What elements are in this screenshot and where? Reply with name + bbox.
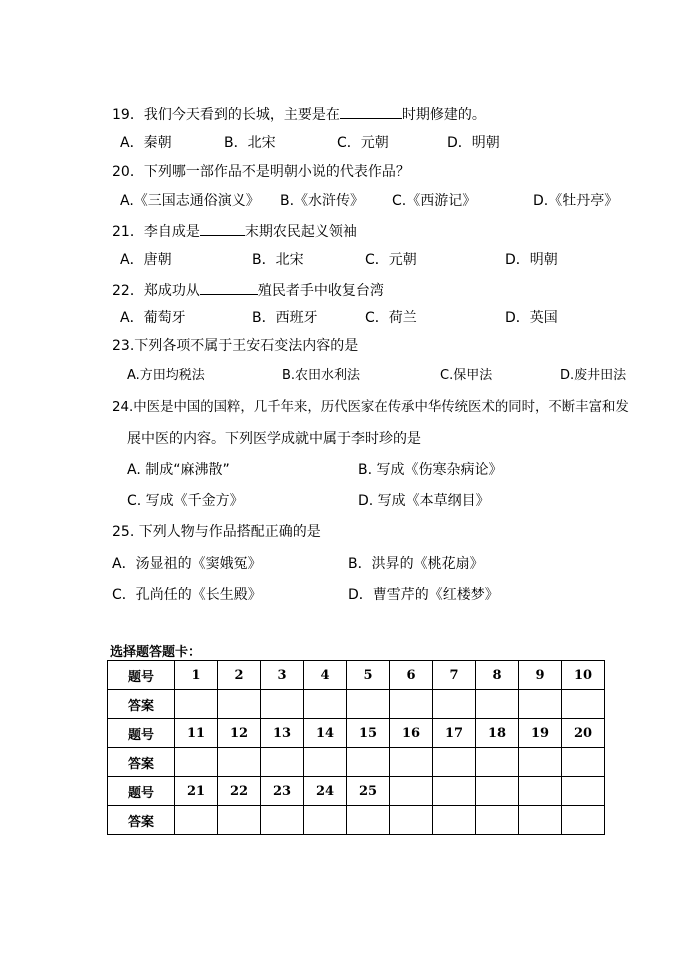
q20-option-a: A.《三国志通俗演义》 xyxy=(120,193,260,209)
answer-cell[interactable] xyxy=(347,690,390,719)
q22-text-post: 殖民者手中收复台湾 xyxy=(257,283,384,299)
answer-cell[interactable] xyxy=(390,806,433,835)
question-22 xyxy=(112,280,384,300)
answer-card-table xyxy=(107,660,605,835)
question-25: 25. 下列人物与作品搭配正确的是 xyxy=(112,524,321,540)
q22-option-d: D．英国 xyxy=(505,310,558,326)
row-label-answer: 答案 xyxy=(108,690,175,719)
number-cell: 21 xyxy=(175,777,218,806)
number-cell: 7 xyxy=(433,661,476,690)
answer-cell[interactable] xyxy=(347,748,390,777)
answer-row-3 xyxy=(108,806,605,835)
number-cell xyxy=(562,777,605,806)
answer-cell[interactable] xyxy=(175,748,218,777)
answer-card-title: 选择题答题卡： xyxy=(110,645,202,660)
answer-cell[interactable] xyxy=(433,690,476,719)
q23-option-b: B.农田水利法 xyxy=(282,368,361,383)
number-cell: 19 xyxy=(519,719,562,748)
number-cell: 24 xyxy=(304,777,347,806)
q23-option-a: A.方田均税法 xyxy=(127,368,205,383)
number-row-2 xyxy=(108,719,605,748)
number-cell xyxy=(433,777,476,806)
number-cell xyxy=(519,777,562,806)
question-24-line-2: 展中医的内容。下列医学成就中属于李时珍的是 xyxy=(127,431,421,447)
number-cell: 4 xyxy=(304,661,347,690)
answer-cell[interactable] xyxy=(175,806,218,835)
answer-cell[interactable] xyxy=(304,806,347,835)
number-row-1 xyxy=(108,661,605,690)
q19-option-c: C．元朝 xyxy=(337,135,389,151)
number-cell: 8 xyxy=(476,661,519,690)
number-row-3 xyxy=(108,777,605,806)
answer-cell[interactable] xyxy=(218,748,261,777)
row-label-answer: 答案 xyxy=(108,806,175,835)
answer-cell[interactable] xyxy=(390,690,433,719)
number-cell: 16 xyxy=(390,719,433,748)
number-cell: 15 xyxy=(347,719,390,748)
answer-cell[interactable] xyxy=(562,690,605,719)
number-cell: 1 xyxy=(175,661,218,690)
question-24-line-1: 24.中医是中国的国粹，几千年来，历代医家在传承中华传统医术的同时，不断丰富和发 xyxy=(112,400,629,415)
answer-cell[interactable] xyxy=(476,690,519,719)
answer-cell[interactable] xyxy=(304,748,347,777)
q25-option-a: A．汤显祖的《窦娥冤》 xyxy=(112,556,262,572)
number-cell: 9 xyxy=(519,661,562,690)
q20-option-c: C.《西游记》 xyxy=(392,193,477,209)
q25-option-b: B．洪昇的《桃花扇》 xyxy=(348,556,484,572)
answer-cell[interactable] xyxy=(476,806,519,835)
number-cell: 3 xyxy=(261,661,304,690)
answer-cell[interactable] xyxy=(390,748,433,777)
q19-option-b: B．北宋 xyxy=(224,135,276,151)
q24-option-a: A. 制成“麻沸散” xyxy=(127,462,230,478)
q21-blank xyxy=(200,221,245,236)
number-cell: 10 xyxy=(562,661,605,690)
q22-option-a: A．葡萄牙 xyxy=(120,310,186,326)
number-cell: 2 xyxy=(218,661,261,690)
q25-option-d: D．曹雪芹的《红楼梦》 xyxy=(348,587,499,603)
number-cell: 17 xyxy=(433,719,476,748)
row-label-number: 题号 xyxy=(108,777,175,806)
q24-option-c: C. 写成《千金方》 xyxy=(127,493,244,509)
answer-cell[interactable] xyxy=(562,806,605,835)
answer-cell[interactable] xyxy=(476,748,519,777)
number-cell: 14 xyxy=(304,719,347,748)
q24-option-d: D. 写成《本草纲目》 xyxy=(358,493,490,509)
number-cell: 12 xyxy=(218,719,261,748)
answer-row-1 xyxy=(108,690,605,719)
q19-text-pre: 19．我们今天看到的长城，主要是在 xyxy=(112,107,340,123)
row-label-number: 题号 xyxy=(108,719,175,748)
answer-cell[interactable] xyxy=(261,806,304,835)
q21-option-b: B．北宋 xyxy=(252,252,304,268)
q20-option-d: D.《牡丹亭》 xyxy=(533,193,619,209)
answer-row-2 xyxy=(108,748,605,777)
q21-text-post: 末期农民起义领袖 xyxy=(244,224,357,240)
number-cell xyxy=(390,777,433,806)
answer-cell[interactable] xyxy=(433,748,476,777)
answer-cell[interactable] xyxy=(562,748,605,777)
number-cell: 23 xyxy=(261,777,304,806)
answer-cell[interactable] xyxy=(218,690,261,719)
number-cell: 13 xyxy=(261,719,304,748)
number-cell: 11 xyxy=(175,719,218,748)
q25-option-c: C．孔尚任的《长生殿》 xyxy=(112,587,262,603)
question-20: 20．下列哪一部作品不是明朝小说的代表作品？ xyxy=(112,164,410,180)
q21-option-a: A．唐朝 xyxy=(120,252,172,268)
number-cell: 25 xyxy=(347,777,390,806)
q22-blank xyxy=(200,280,258,295)
question-23: 23.下列各项不属于王安石变法内容的是 xyxy=(112,338,359,354)
q21-text-pre: 21．李自成是 xyxy=(112,224,200,240)
answer-cell[interactable] xyxy=(304,690,347,719)
q19-blank xyxy=(340,104,402,119)
q21-option-c: C．元朝 xyxy=(365,252,417,268)
q24-option-b: B. 写成《伤寒杂病论》 xyxy=(358,462,503,478)
q20-option-b: B.《水浒传》 xyxy=(280,193,365,209)
answer-cell[interactable] xyxy=(261,690,304,719)
answer-cell[interactable] xyxy=(519,748,562,777)
q19-text-post: 时期修建的。 xyxy=(401,107,486,123)
number-cell: 6 xyxy=(390,661,433,690)
number-cell: 20 xyxy=(562,719,605,748)
q23-option-c: C.保甲法 xyxy=(440,368,493,383)
question-21 xyxy=(112,221,357,241)
number-cell xyxy=(476,777,519,806)
answer-cell[interactable] xyxy=(218,806,261,835)
q19-option-a: A．秦朝 xyxy=(120,135,172,151)
answer-cell[interactable] xyxy=(347,806,390,835)
number-cell: 22 xyxy=(218,777,261,806)
row-label-answer: 答案 xyxy=(108,748,175,777)
number-cell: 18 xyxy=(476,719,519,748)
answer-cell[interactable] xyxy=(519,806,562,835)
row-label-number: 题号 xyxy=(108,661,175,690)
q22-text-pre: 22．郑成功从 xyxy=(112,283,200,299)
answer-cell[interactable] xyxy=(261,748,304,777)
answer-cell[interactable] xyxy=(433,806,476,835)
answer-cell[interactable] xyxy=(519,690,562,719)
number-cell: 5 xyxy=(347,661,390,690)
q22-option-c: C．荷兰 xyxy=(365,310,417,326)
answer-cell[interactable] xyxy=(175,690,218,719)
q19-option-d: D．明朝 xyxy=(447,135,500,151)
q23-option-d: D.废井田法 xyxy=(560,368,627,383)
q21-option-d: D．明朝 xyxy=(505,252,558,268)
question-19 xyxy=(112,104,486,124)
q22-option-b: B．西班牙 xyxy=(252,310,318,326)
